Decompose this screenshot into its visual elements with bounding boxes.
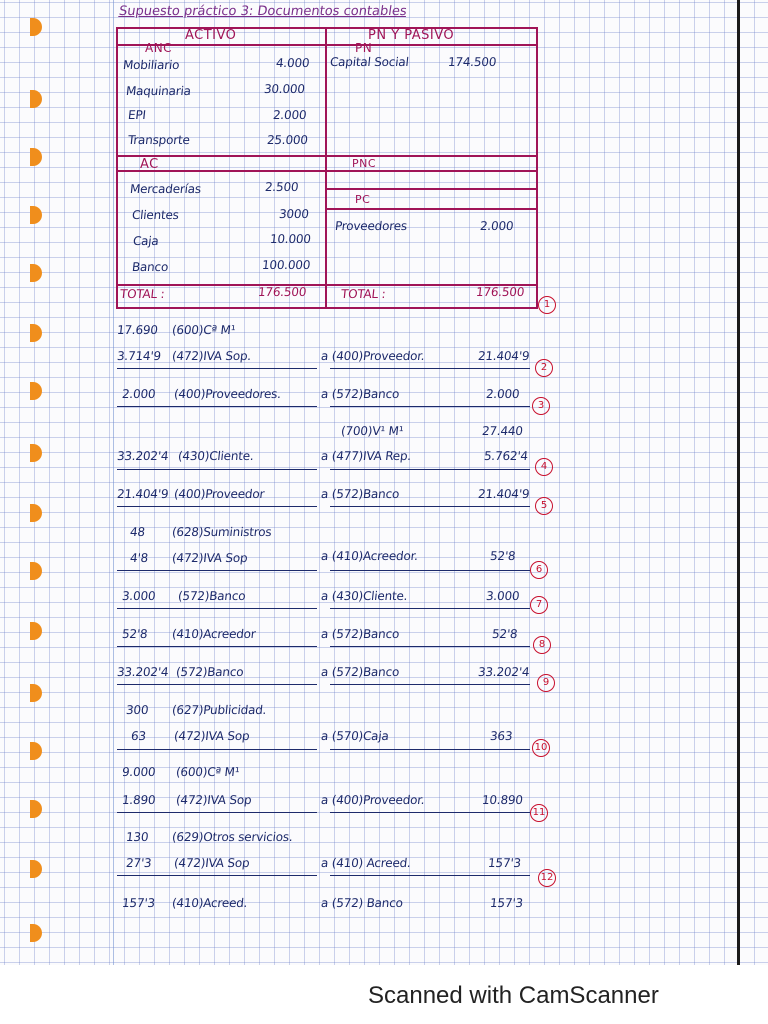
debit-account: (627)Publicidad.	[171, 703, 268, 717]
entry-rule	[117, 812, 317, 813]
total-left-value: 176.500	[257, 285, 307, 299]
anc-label: ANC	[145, 41, 173, 55]
credit-account: a (572)Banco	[320, 627, 400, 641]
debit-amount: 130	[125, 830, 150, 844]
debit-account: (430)Cliente.	[177, 449, 255, 463]
binder-hole	[30, 562, 42, 580]
credit-amount: 157'3	[489, 896, 524, 910]
debit-amount: 48	[129, 525, 146, 539]
debit-amount: 3.714'9	[116, 349, 162, 363]
debit-amount: 17.690	[116, 323, 159, 337]
entry-rule	[117, 608, 317, 609]
debit-account: (600)Cª M¹	[175, 765, 241, 779]
balance-header-rule	[116, 44, 536, 46]
ac-item-name: Caja	[132, 234, 160, 248]
entry-rule	[117, 684, 317, 685]
debit-account: (472)IVA Sop.	[171, 349, 252, 363]
binder-hole	[30, 90, 42, 108]
total-left-label: TOTAL :	[119, 287, 166, 301]
entry-number-badge: 3	[532, 397, 550, 415]
credit-amount: 52'8	[491, 627, 519, 641]
ac-item-value: 3000	[278, 207, 310, 221]
debit-account: (400)Proveedor	[173, 487, 266, 501]
pc-item-value: 2.000	[479, 219, 515, 233]
pnc-label: PNC	[352, 157, 377, 170]
debit-account: (629)Otros servicios.	[171, 830, 294, 844]
debit-amount: 2.000	[121, 387, 157, 401]
entry-rule	[117, 506, 317, 507]
entry-rule	[330, 875, 530, 876]
pn-item-name: Capital Social	[329, 55, 410, 69]
ac-item-name: Banco	[131, 260, 169, 274]
binder-hole	[30, 382, 42, 400]
credit-account: a (410)Acreedor.	[320, 549, 419, 563]
entry-rule	[117, 368, 317, 369]
credit-account: a (410) Acreed.	[320, 856, 412, 870]
credit-amount: 157'3	[487, 856, 522, 870]
debit-amount: 4'8	[129, 551, 149, 565]
binder-hole	[30, 800, 42, 818]
anc-item-name: Mobiliario	[122, 58, 181, 72]
entry-rule	[330, 646, 530, 647]
entry-rule	[330, 469, 530, 470]
binder-hole	[30, 444, 42, 462]
debit-amount: 63	[130, 729, 147, 743]
entry-number-badge: 5	[535, 497, 553, 515]
binder-hole	[30, 148, 42, 166]
anc-item-value: 4.000	[275, 56, 311, 70]
ac-item-name: Clientes	[131, 208, 180, 222]
binder-hole	[30, 264, 42, 282]
debit-amount: 157'3	[121, 896, 156, 910]
balance-pc-rule	[327, 208, 536, 210]
credit-account: a (430)Cliente.	[320, 589, 409, 603]
entry-rule	[330, 749, 530, 750]
entry-number-badge: 8	[533, 636, 551, 654]
binder-hole	[30, 504, 42, 522]
credit-account: (700)V¹ M¹	[340, 424, 405, 438]
entry-number-badge: 11	[530, 804, 548, 822]
credit-amount: 21.404'9	[477, 349, 531, 363]
entry-rule	[117, 875, 317, 876]
entry-rule	[330, 608, 530, 609]
debit-amount: 9.000	[121, 765, 157, 779]
binder-hole	[30, 742, 42, 760]
debit-account: (472)IVA Sop	[173, 856, 251, 870]
balance-total-rule	[116, 284, 536, 286]
entry-number-badge: 9	[537, 674, 555, 692]
entry-number-badge: 2	[535, 359, 553, 377]
total-right-value: 176.500	[475, 285, 525, 299]
credit-amount: 21.404'9	[477, 487, 531, 501]
entry-rule	[330, 812, 530, 813]
debit-amount: 1.890	[121, 793, 157, 807]
balance-divider	[325, 27, 327, 307]
page-edge	[737, 0, 740, 965]
binder-hole	[30, 18, 42, 36]
entry-number-badge: 1	[538, 296, 556, 314]
debit-account: (572)Banco	[175, 665, 245, 679]
scanner-watermark: Scanned with CamScanner	[368, 982, 659, 1009]
credit-amount: 2.000	[485, 387, 521, 401]
binder-hole	[30, 684, 42, 702]
pn-item-value: 174.500	[447, 55, 497, 69]
credit-amount: 33.202'4	[477, 665, 531, 679]
pc-item-name: Proveedores	[334, 219, 408, 233]
entry-number-badge: 10	[532, 739, 550, 757]
anc-item-name: EPI	[127, 108, 147, 122]
credit-account: a (572)Banco	[320, 387, 400, 401]
debit-account: (410)Acreedor	[171, 627, 257, 641]
activo-header: ACTIVO	[185, 28, 237, 43]
debit-account: (410)Acreed.	[171, 896, 249, 910]
debit-amount: 33.202'4	[116, 449, 170, 463]
binder-hole	[30, 924, 42, 942]
debit-amount: 300	[125, 703, 150, 717]
anc-item-value: 25.000	[266, 133, 309, 147]
total-right-label: TOTAL :	[340, 287, 387, 301]
entry-number-badge: 4	[535, 458, 553, 476]
anc-item-value: 30.000	[263, 82, 306, 96]
entry-rule	[330, 684, 530, 685]
binder-hole	[30, 206, 42, 224]
ac-item-value: 100.000	[261, 258, 311, 272]
debit-account: (572)Banco	[177, 589, 247, 603]
entry-rule	[117, 749, 317, 750]
credit-amount: 363	[489, 729, 514, 743]
credit-account: a (400)Proveedor.	[320, 793, 426, 807]
entry-number-badge: 12	[538, 869, 556, 887]
credit-account: a (572)Banco	[320, 665, 400, 679]
anc-item-name: Transporte	[127, 133, 191, 147]
debit-amount: 52'8	[121, 627, 149, 641]
credit-amount: 5.762'4	[483, 449, 529, 463]
debit-amount: 27'3	[125, 856, 153, 870]
anc-item-value: 2.000	[272, 108, 308, 122]
pn-label: PN	[355, 41, 373, 55]
entry-rule	[330, 506, 530, 507]
balance-sheet	[116, 27, 538, 309]
ac-label: AC	[140, 157, 159, 172]
binder-hole	[30, 622, 42, 640]
entry-rule	[330, 570, 530, 571]
entry-rule	[330, 406, 530, 407]
credit-amount: 52'8	[489, 549, 517, 563]
debit-account: (472)IVA Sop	[175, 793, 253, 807]
ac-item-name: Mercaderías	[129, 182, 202, 196]
debit-amount: 33.202'4	[116, 665, 170, 679]
ac-item-value: 10.000	[269, 232, 312, 246]
credit-amount: 10.890	[481, 793, 524, 807]
credit-account: a (572)Banco	[320, 487, 400, 501]
entry-rule	[117, 406, 317, 407]
debit-amount: 3.000	[121, 589, 157, 603]
entry-rule	[117, 469, 317, 470]
ac-item-value: 2.500	[264, 180, 300, 194]
margin-line	[113, 0, 114, 965]
credit-account: a (570)Caja	[320, 729, 390, 743]
credit-account: a (400)Proveedor.	[320, 349, 426, 363]
credit-amount: 27.440	[481, 424, 524, 438]
balance-section-rule	[116, 155, 536, 157]
credit-account: a (572) Banco	[320, 896, 404, 910]
debit-account: (400)Proveedores.	[173, 387, 282, 401]
entry-number-badge: 7	[530, 596, 548, 614]
entry-rule	[117, 646, 317, 647]
credit-amount: 3.000	[485, 589, 521, 603]
pn-pasivo-header: PN Y PASIVO	[368, 28, 455, 43]
entry-number-badge: 6	[530, 561, 548, 579]
entry-rule	[330, 368, 530, 369]
pc-label: PC	[355, 193, 371, 206]
entry-rule	[117, 570, 317, 571]
binder-hole	[30, 860, 42, 878]
anc-item-name: Maquinaria	[125, 84, 192, 98]
page-title: Supuesto práctico 3: Documentos contables	[117, 4, 408, 19]
balance-pc-rule	[327, 188, 536, 190]
balance-section-rule	[116, 170, 536, 172]
debit-account: (472)IVA Sop	[173, 729, 251, 743]
debit-account: (628)Suministros	[171, 525, 273, 539]
debit-account: (600)Cª M¹	[171, 323, 237, 337]
debit-account: (472)IVA Sop	[171, 551, 249, 565]
binder-hole	[30, 324, 42, 342]
credit-account: a (477)IVA Rep.	[320, 449, 412, 463]
debit-amount: 21.404'9	[116, 487, 170, 501]
